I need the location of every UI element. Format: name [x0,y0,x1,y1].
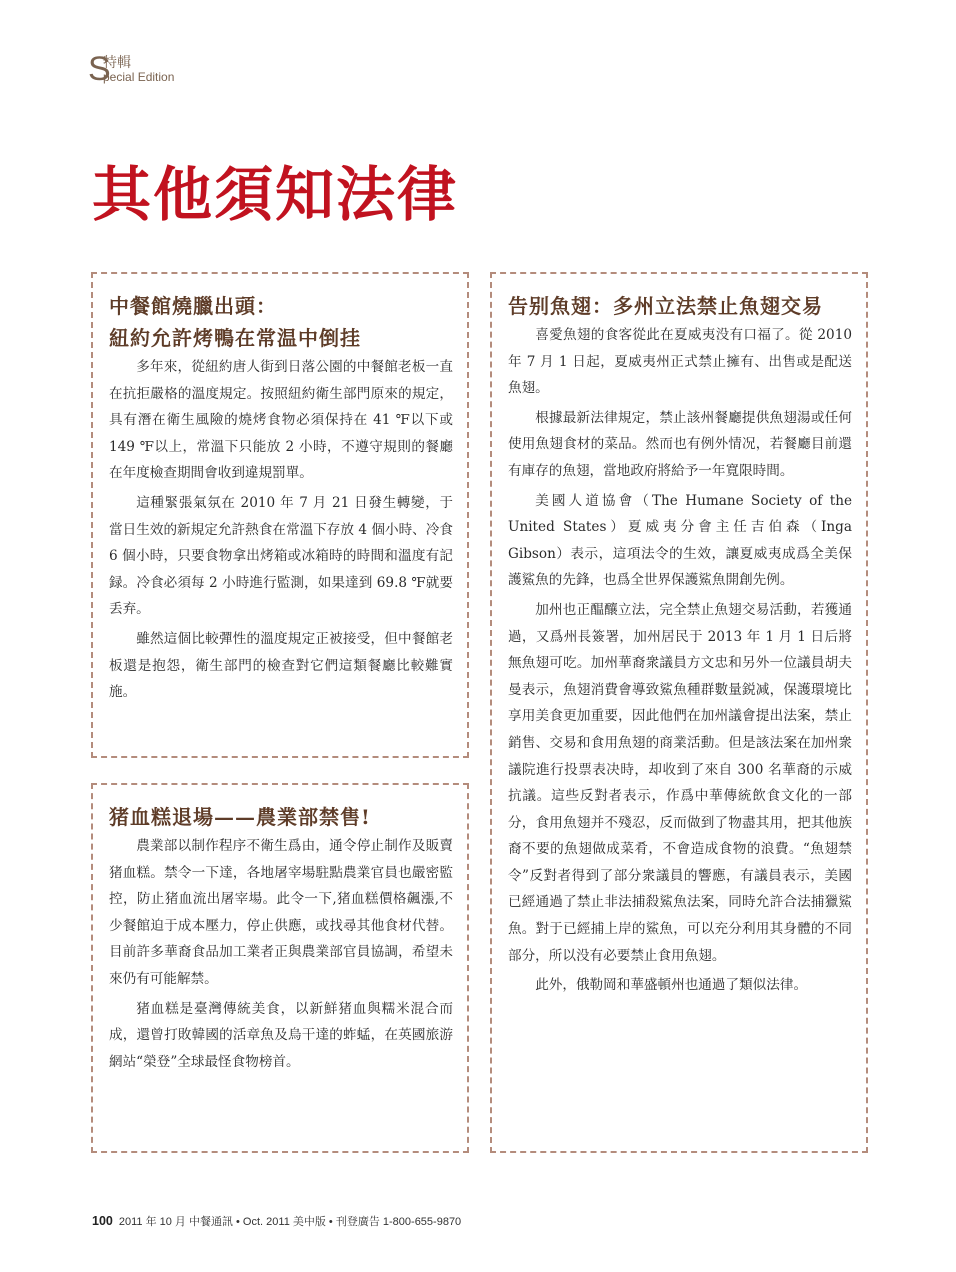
article-paragraph: 雖然這個比較彈性的溫度規定正被接受，但中餐館老板還是抱怨，衛生部門的檢查對它們這類餐廳比較難實施。 [109,630,453,701]
page-footer [92,1213,461,1229]
article-title-line: 紐約允許烤鴨在常温中倒挂 [109,326,361,350]
article-paragraph: 加州也正醖釀立法，完全禁止魚翅交易活動，若獲通過，又爲州長簽署，加州居民于 2013 年 1 月 1 日后將無魚翅可吃。加州華裔衆議員方文忠和另外一位議員胡夫曼表示，魚翅消費會導致鯊魚種群數量鋭减，保護環境比享用美食更加重要，因此他們在加州議會提出法案，禁止銷售、交易和食用魚翅的商業活動。但是該法案在加州衆議院進行投票表决時，却收到了來自 300 名華裔的示威抗議。這些反對者表示，作爲中華傳統飲食文化的一部分，食用魚翅并不殘忍，反而做到了物盡其用，把其他族裔不要的魚翅做成菜肴，不會造成食物的浪費。“魚翅禁令”反對者得到了部分衆議員的響應，有議員表示，美國已經通過了禁止非法捕殺鯊魚法案，同時允許合法捕獵鯊魚。對于已經捕上岸的鯊魚，可以充分利用其身體的不同部分，所以没有必要禁止食用魚翅。 [508,601,852,964]
article-title: 猪血糕退場——農業部禁售! [109,805,371,829]
article-paragraph: 農業部以制作程序不衛生爲由，通令停止制作及販賣猪血糕。禁令一下達，各地屠宰場駐點農業官員也嚴密監控，防止猪血流出屠宰場。此令一下,猪血糕價格飆漲,不少餐館迫于成本壓力，停止供應，或找尋其他食材代替。目前許多華裔食品加工業者正與農業部官員協調，希望未來仍有可能解禁。 [109,838,453,987]
article-title: 告别魚翅：多州立法禁止魚翅交易 [508,294,823,318]
footer-text: 2011 年 10 月 中餐通訊 • Oct. 2011 美中版 • 刊登廣告 1-800-655-9870 [118,1216,462,1228]
article-roast-duck [91,272,469,758]
section-tag-english: pecial Edition [103,70,175,84]
article-pig-blood-cake [91,783,469,1153]
article-title [109,290,453,354]
article-paragraph: 喜愛魚翅的食客從此在夏威夷没有口福了。從 2010 年 7 月 1 日起，夏威夷州正式禁止擁有、出售或是配送魚翅。 [508,327,852,397]
article-paragraph: 根據最新法律規定，禁止該州餐廳提供魚翅湯或任何使用魚翅食材的菜品。然而也有例外情况，若餐廳目前還有庫存的魚翅，當地政府將給予一年寬限時間。 [508,409,852,479]
article-paragraph: 多年來，從紐約唐人街到日落公園的中餐館老板一直在抗拒嚴格的溫度規定。按照紐約衛生部門原來的規定，具有潛在衛生風險的燒烤食物必須保持在 41 ℉以下或 149 ℉以上，常溫下只能放 2 小時，不遵守規則的餐廳在年度檢查期間會收到違規罰單。 [109,359,453,482]
page-title: 其他須知法律 [92,160,459,229]
section-tag-initial: S [88,50,111,88]
article-paragraph: 美國人道協會（The Humane Society of the United States）夏威夷分會主任吉伯森（Inga Gibson）表示，這項法令的生效，讓夏威夷成爲全美保護鯊魚的先鋒，也爲全世界保護鯊魚開創先例。 [508,492,852,589]
article-shark-fin [490,272,868,1153]
article-paragraph: 這種緊張氣氛在 2010 年 7 月 21 日發生轉變，于當日生效的新規定允許熱食在常溫下存放 4 個小時、冷食 6 個小時，只要食物拿出烤箱或冰箱時的時間和溫度有記録。冷食必須每 2 小時進行監測，如果達到 69.8 ℉就要丢弃。 [109,494,453,618]
article-paragraph: 此外，俄勒岡和華盛頓州也通過了類似法律。 [535,977,808,994]
page-number: 100 [92,1214,113,1228]
article-title-line: 中餐館燒臘出頭： [109,294,277,318]
section-tag-chinese: 特輯 [103,55,131,71]
article-paragraph: 猪血糕是臺灣傳統美食，以新鮮猪血與糯米混合而成，還曾打敗韓國的活章魚及烏干達的蚱蜢，在英國旅游網站“榮登”全球最怪食物榜首。 [109,1000,453,1070]
